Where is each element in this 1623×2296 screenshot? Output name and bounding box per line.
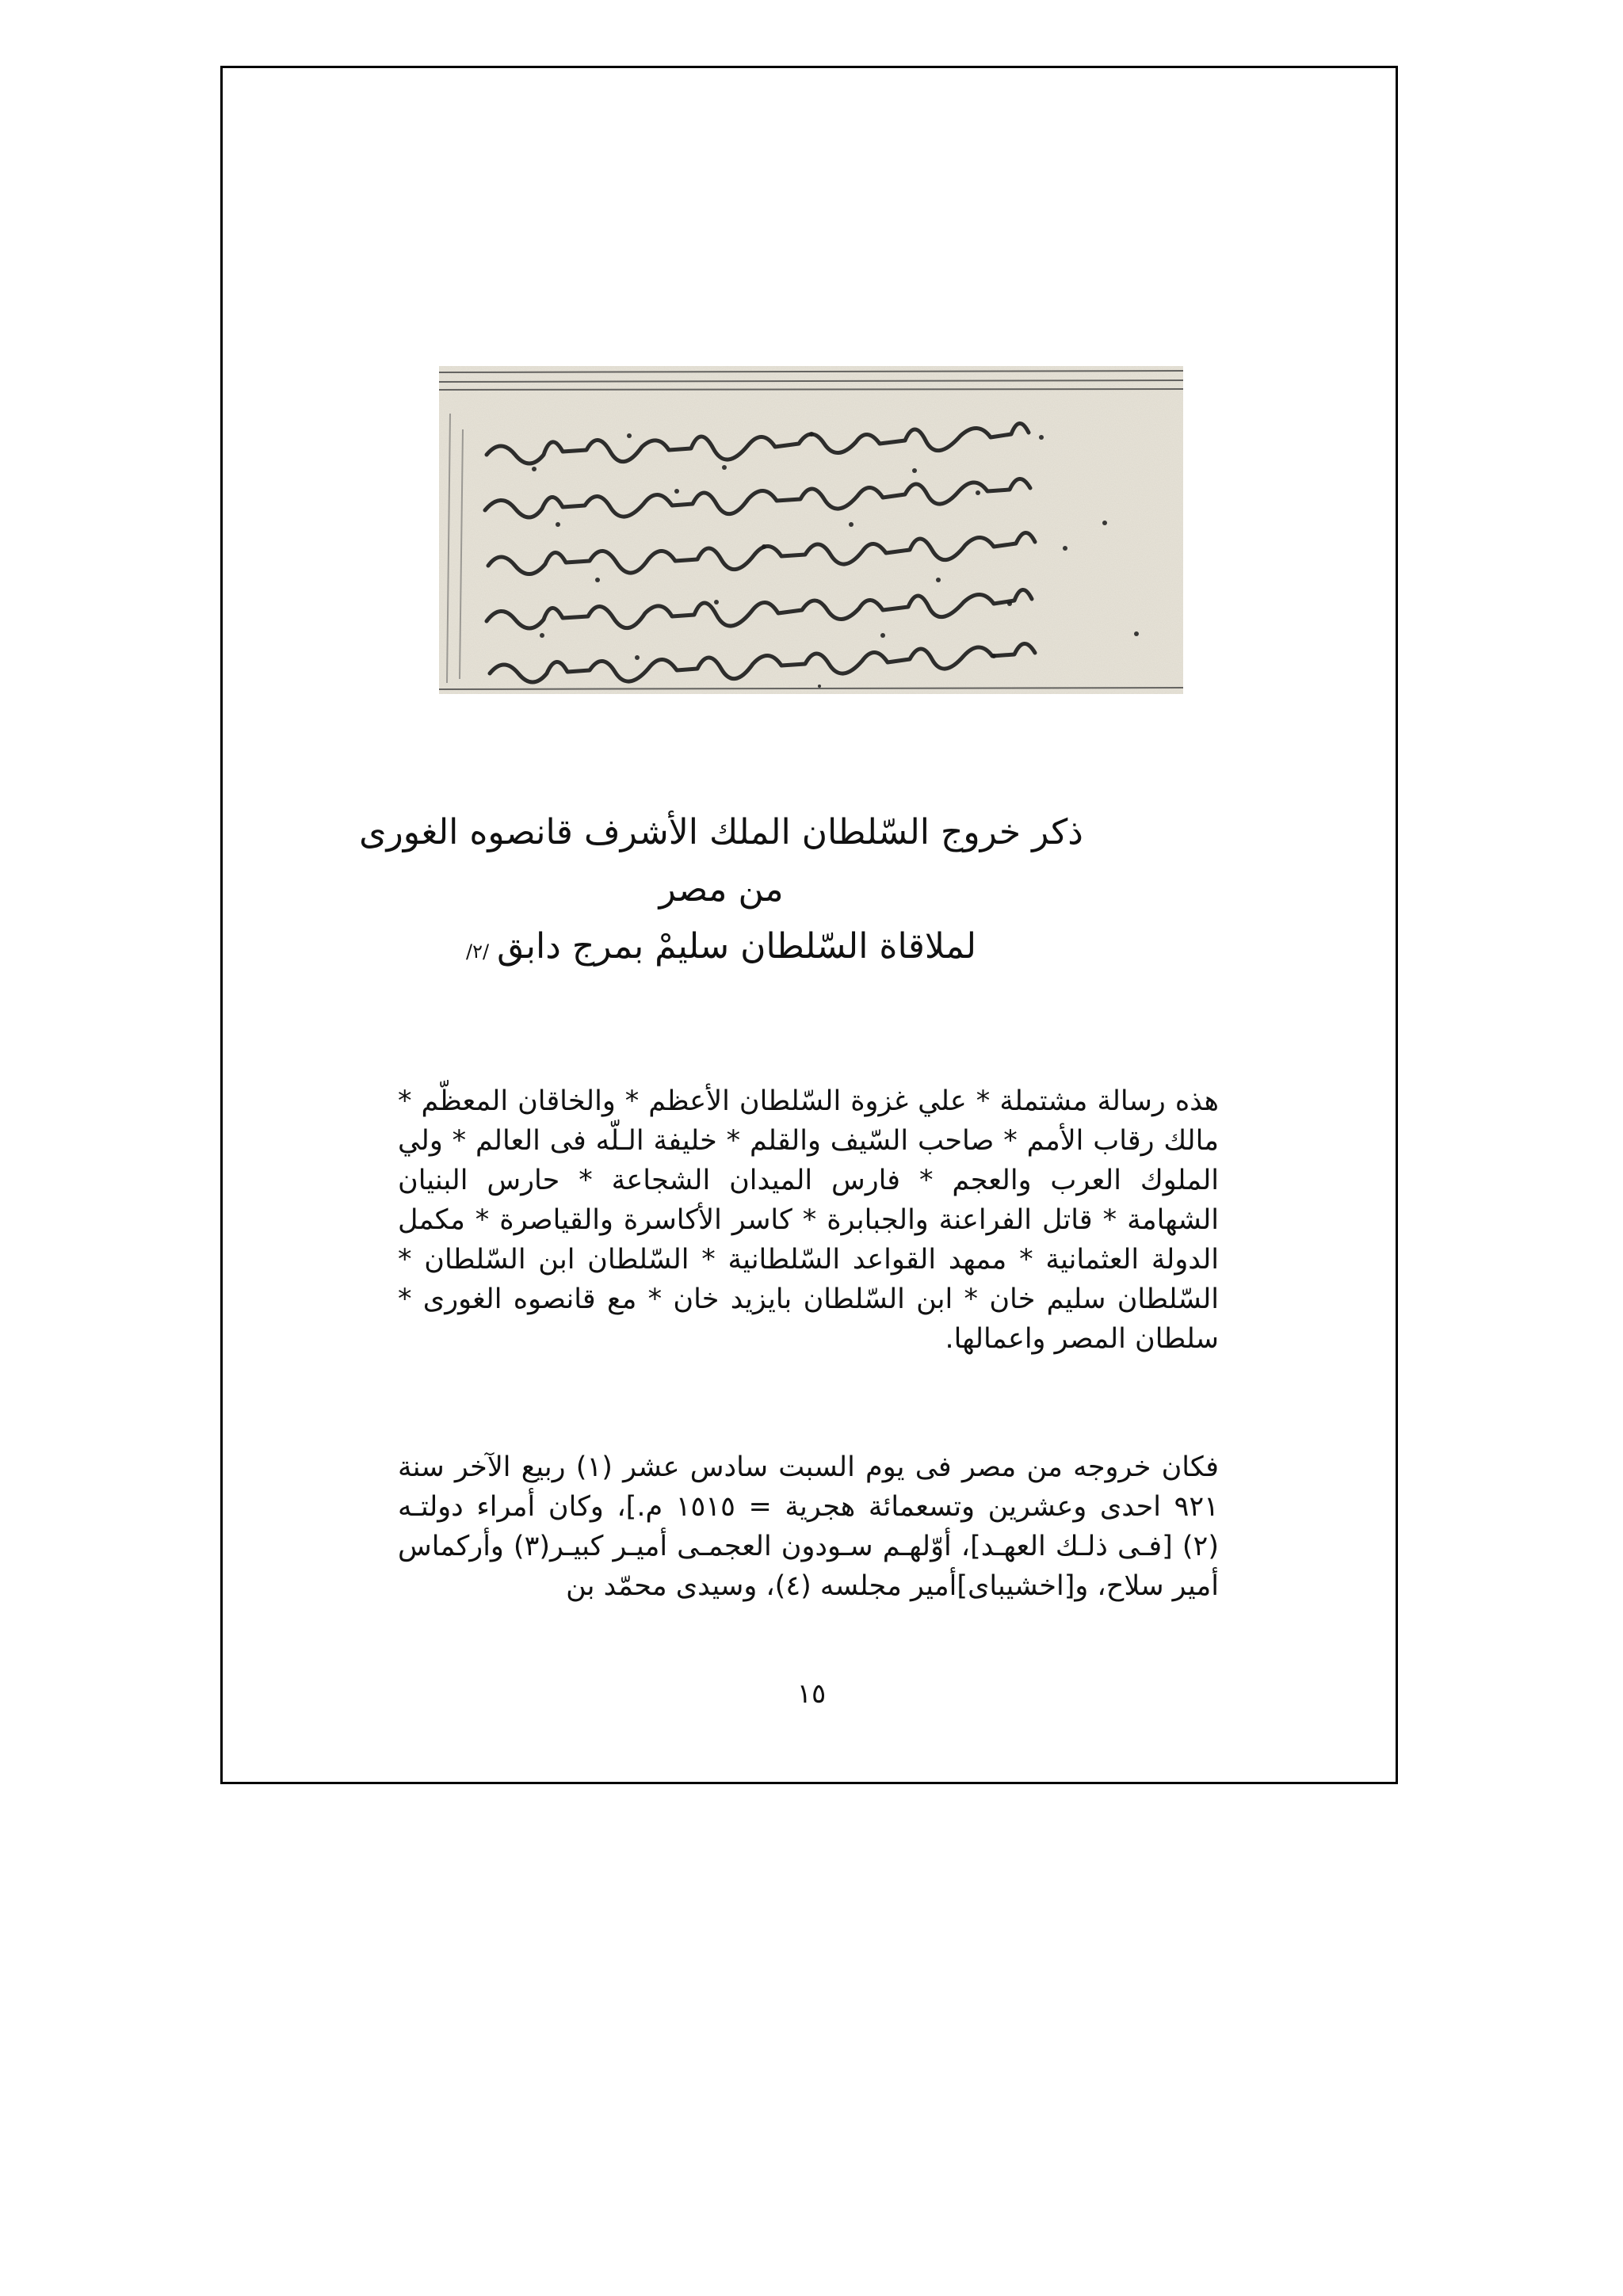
title-line-1: ذكر خروج السّلطان الملك الأشرف قانصوه الغورى: [359, 812, 1083, 852]
paragraph-1: هذه رسالة مشتملة * علي غزوة السّلطان الأعظم * والخاقان المعظّم * مالك رقاب الأمم * صاحب السّيف والقلم * خليفة الـلّه فى العالم * ولي الملوك العرب والعجم * فارس الميدان الشجاعة * حارس البنيان الشهامة * قاتل الفراعنة والجبابرة * كاسر الأكاسرة والقياصرة * مكمل الدولة العثمانية * ممهد القواعد السّلطانية * السّلطان ابن السّلطان * السّلطان سليم خان * ابن السّلطان بايزيد خان * مع قانصوه الغورى * سلطان المصر واعمالها.: [398, 1085, 1219, 1355]
title-line-3: [238, 918, 1205, 980]
chapter-title: [238, 804, 1205, 980]
manuscript-image: [439, 366, 1183, 694]
title-footnote-marker: /٢/: [466, 940, 490, 963]
paragraph-2: فكان خروجه من مصر فى يوم السبت سادس عشر (١) ربيع الآخر سنة ٩٢١ احدى وعشرين وتسعمائة هجرية = ١٥١٥ م.]، وكان أمراء دولتـه (٢) [فـى ذلـك العهـد]، أوّلهـم سـودون العجمـى أميـر كبيـر(٣) وأركماس أمير سلاح، و[اخشيباى]أمير مجلسه (٤)، وسيدى محمّد بن: [398, 1451, 1219, 1602]
page-number: ١٥: [796, 1678, 827, 1710]
title-line-3-text: لملاقاة السّلطان سليمْ بمرج دابق: [497, 926, 976, 967]
title-line-2: من مصر: [659, 869, 784, 910]
